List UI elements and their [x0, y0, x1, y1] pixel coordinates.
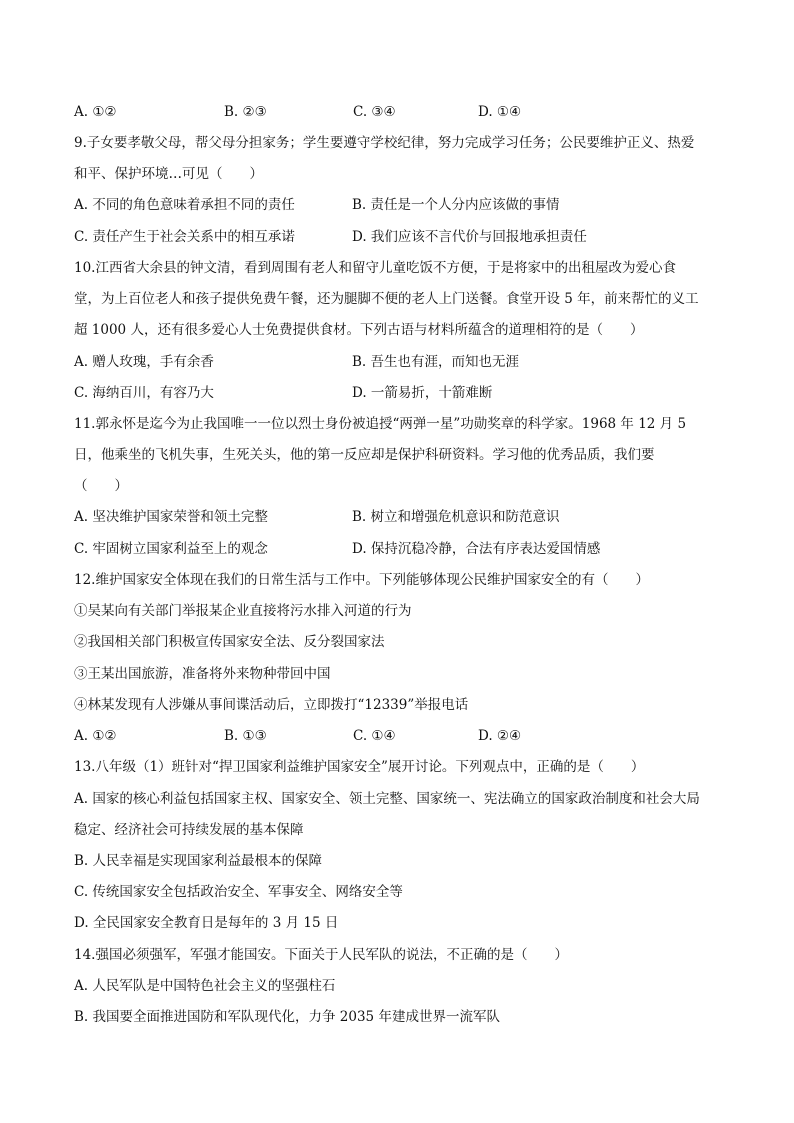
q11-stem-line-3: （ ）	[74, 478, 128, 494]
q9-options-row-1	[74, 195, 734, 215]
q11-options-row-2	[74, 539, 734, 559]
q11-stem-line-2: 日，他乘坐的飞机失事，生死关头，他的第一反应却是保护科研资料。学习他的优秀品质，我们要	[74, 447, 655, 463]
q12-stem-line-1: 12.维护国家安全体现在我们的日常生活与工作中。下列能够体现公民维护国家安全的有（ ）	[74, 572, 649, 588]
q12-option-a: A. ①②	[74, 728, 117, 744]
q11-option-d: D. 保持沉稳冷静，合法有序表达爱国情感	[352, 541, 601, 557]
q12-statement-3: ③王某出国旅游，准备将外来物种带回中国	[74, 666, 331, 682]
q11-stem-line-1: 11.郭永怀是迄今为止我国唯一一位以烈士身份被追授“两弹一星”功勋奖章的科学家。1968 年 12 月 5	[74, 416, 687, 432]
q9-option-b: B. 责任是一个人分内应该做的事情	[352, 197, 560, 213]
q14-option-a: A. 人民军队是中国特色社会主义的坚强柱石	[74, 978, 336, 994]
q13-option-c: C. 传统国家安全包括政治安全、军事安全、网络安全等	[74, 884, 403, 900]
q10-option-a: A. 赠人玫瑰，手有余香	[74, 354, 214, 370]
q12-statement-4: ④林某发现有人涉嫌从事间谍活动后，立即拨打“12339”举报电话	[74, 697, 469, 713]
q14-stem: 14.强国必须强军，军强才能国安。下面关于人民军队的说法，不正确的是（ ）	[74, 947, 568, 963]
q12-option-d: D. ②④	[478, 728, 522, 744]
q8-option-c: C. ③④	[353, 104, 396, 120]
q9-option-a: A. 不同的角色意味着承担不同的责任	[74, 197, 295, 213]
q9-option-d: D. 我们应该不言代价与回报地承担责任	[352, 229, 587, 245]
q12-statement-1: ①吴某向有关部门举报某企业直接将污水排入河道的行为	[74, 603, 412, 619]
q9-stem-line-1: 9.子女要孝敬父母，帮父母分担家务；学生要遵守学校纪律，努力完成学习任务；公民要维护正义、热爱	[74, 135, 695, 151]
q11-options-row-1	[74, 507, 734, 527]
q11-option-c: C. 牢固树立国家利益至上的观念	[74, 541, 268, 557]
q13-option-a-line-2: 稳定、经济社会可持续发展的基本保障	[74, 822, 304, 838]
q10-option-b: B. 吾生也有涯，而知也无涯	[352, 354, 520, 370]
q11-option-a: A. 坚决维护国家荣誉和领土完整	[74, 509, 268, 525]
q10-stem-line-1: 10.江西省大余县的钟文清，看到周围有老人和留守儿童吃饭不方便，于是将家中的出租屋改为爱心食	[74, 260, 676, 276]
q12-statement-2: ②我国相关部门积极宣传国家安全法、反分裂国家法	[74, 634, 385, 650]
q10-stem-line-3: 超 1000 人，还有很多爱心人士免费提供食材。下列古语与材料所蕴含的道理相符的是（ ）	[74, 322, 644, 338]
q9-option-c: C. 责任产生于社会关系中的相互承诺	[74, 229, 295, 245]
q13-option-b: B. 人民幸福是实现国家利益最根本的保障	[74, 853, 323, 869]
q12-options	[74, 726, 734, 746]
q12-option-b: B. ①③	[224, 728, 267, 744]
q12-option-c: C. ①④	[353, 728, 396, 744]
q9-stem-line-2: 和平、保护环境…可见（ ）	[74, 166, 263, 182]
q13-option-d: D. 全民国家安全教育日是每年的 3 月 15 日	[74, 915, 339, 931]
q9-options-row-2	[74, 227, 734, 247]
q10-stem-line-2: 堂，为上百位老人和孩子提供免费午餐，还为腿脚不便的老人上门送餐。食堂开设 5 年，前来帮忙的义工	[74, 291, 699, 307]
q14-option-b: B. 我国要全面推进国防和军队现代化，力争 2035 年建成世界一流军队	[74, 1009, 500, 1025]
q10-option-c: C. 海纳百川，有容乃大	[74, 385, 214, 401]
q10-option-d: D. 一箭易折，十箭难断	[352, 385, 493, 401]
q10-options-row-2	[74, 383, 734, 403]
q13-stem: 13.八年级（1）班针对“捍卫国家利益维护国家安全”展开讨论。下列观点中，正确的是（ ）	[74, 759, 645, 775]
q8-option-d: D. ①④	[478, 104, 522, 120]
q8-options	[74, 102, 734, 122]
q8-option-a: A. ①②	[74, 104, 117, 120]
q8-option-b: B. ②③	[224, 104, 267, 120]
q13-option-a-line-1: A. 国家的核心利益包括国家主权、国家安全、领土完整、国家统一、宪法确立的国家政治制度和社会大局	[74, 791, 700, 807]
q10-options-row-1	[74, 352, 734, 372]
q11-option-b: B. 树立和增强危机意识和防范意识	[352, 509, 560, 525]
